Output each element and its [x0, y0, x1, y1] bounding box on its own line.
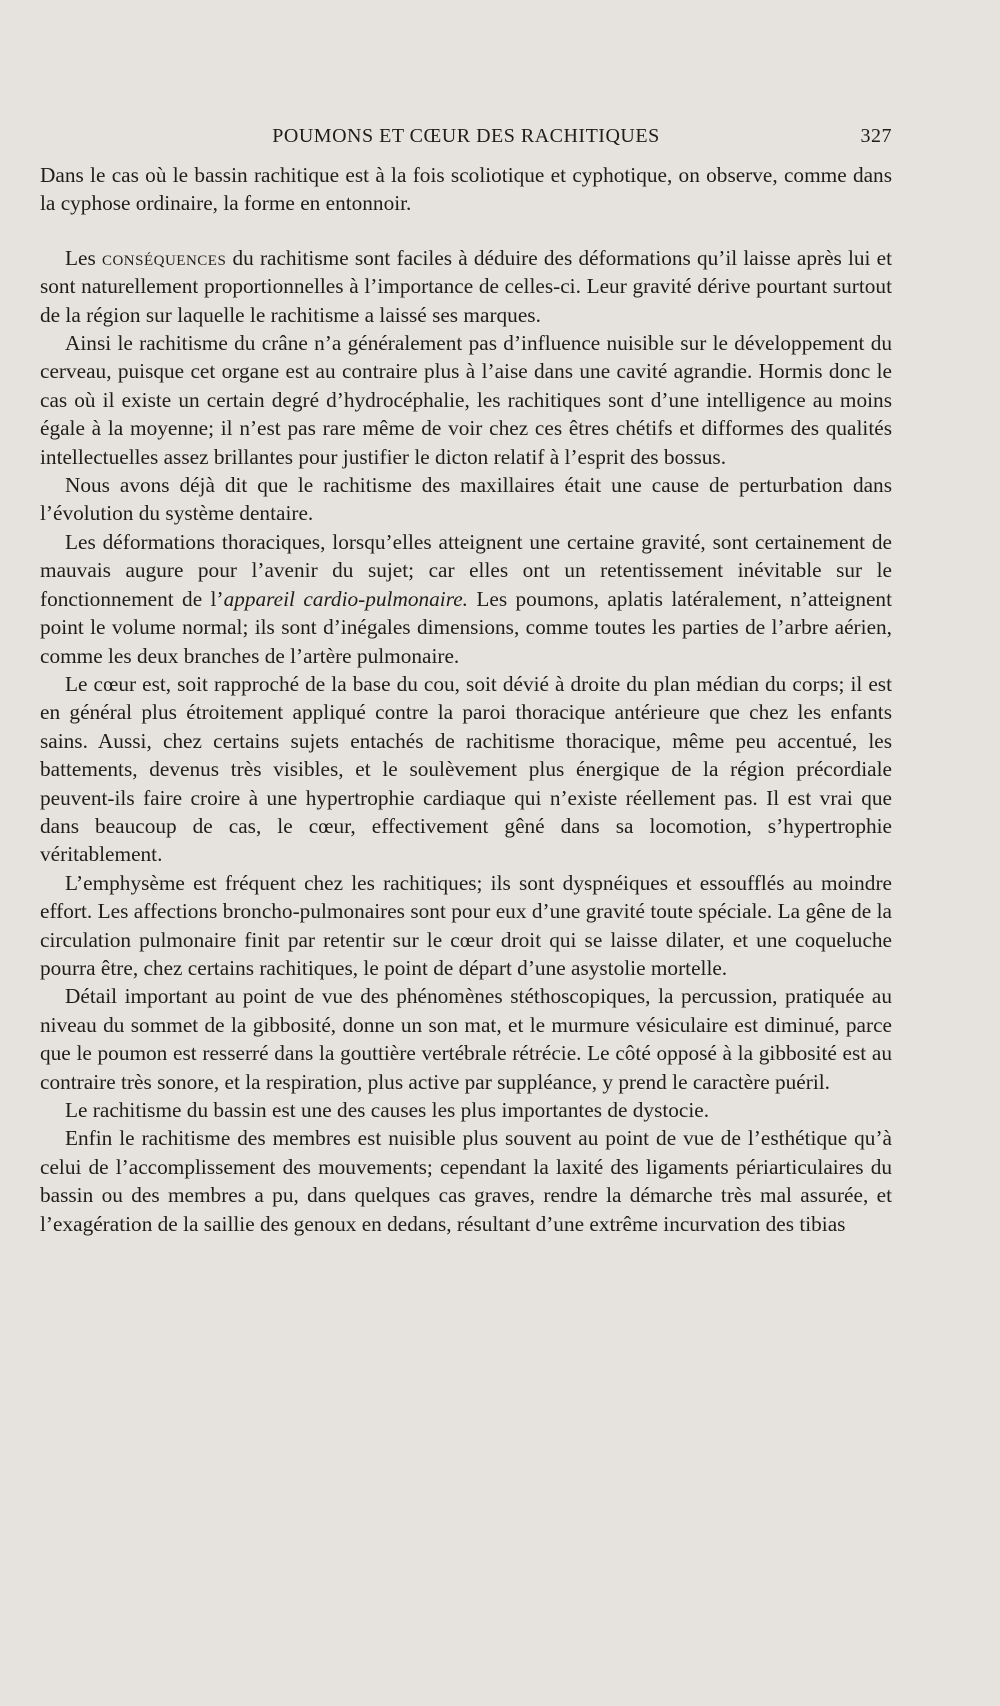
page-number: 327	[860, 125, 892, 147]
paragraph-8: Détail important au point de vue des phénomènes stéthoscopiques, la percussion, pratiquée au niveau du sommet de la gibbosité, donne un son mat, et le murmure vésiculaire est diminué, parce que le poumon est resserré dans la gouttière vertébrale rétrécie. Le côté opposé à la gibbosité est au contraire très sonore, et la respiration, plus active par suppléance, y prend le caractère puéril.	[40, 984, 892, 1094]
paragraph-5-start: Les déformations thoraciques, lorsqu’elles atteignent une certaine gravité, sont certainement de mauvais augure pour l’avenir du sujet; car elles ont un retentissement inévitable sur le fonctionnement de l’	[40, 529, 892, 611]
paragraph-2	[40, 244, 892, 329]
paragraph-2-smallcaps-term: conséquences	[101, 245, 227, 270]
paragraph-6: Le cœur est, soit rapproché de la base du cou, soit dévié à droite du plan médian du corps; il est en général plus étroitement appliqué contre la paroi thoracique antérieure que chez les enfants sains. Aussi, chez certains sujets entachés de rachitisme thoracique, même peu accentué, les battements, devenus très visibles, et le soulèvement plus énergique de la région précordiale peuvent-ils faire croire à une hypertrophie cardiaque qui n’existe réellement pas. Il est vrai que dans beaucoup de cas, le cœur, effectivement gêné dans sa locomotion, s’hypertrophie véritablement.	[40, 671, 892, 867]
paragraph-3: Ainsi le rachitisme du crâne n’a généralement pas d’influence nuisible sur le développement du cerveau, puisque cet organe est au contraire plus à l’aise dans une cavité agrandie. Hormis donc le cas où il existe un certain degré d’hydrocéphalie, les rachitiques sont d’une intelligence au moins égale à la moyenne; il n’est pas rare même de voir chez ces êtres chétifs et difformes des qualités intellectuelles assez brillantes pour justifier le dicton relatif à l’esprit des bossus.	[40, 331, 892, 469]
paragraph-10: Enfin le rachitisme des membres est nuisible plus souvent au point de vue de l’esthétique qu’à celui de l’accomplissement des mouvements; cependant la laxité des ligaments périarticulaires du bassin ou des membres a pu, dans quelques cas graves, rendre la démarche très mal assurée, et l’exagération de la saillie des genoux en dedans, résultant d’une extrême incurvation des tibias	[40, 1126, 892, 1236]
paragraph-5-rest: Les poumons, aplatis latéralement, n’atteignent point le volume normal; ils sont d’inégales dimensions, comme toutes les parties de l’arbre aérien, comme les deux branches de l’artère pulmonaire.	[40, 586, 893, 668]
running-head	[40, 125, 892, 151]
paragraph-2-start: Les	[65, 245, 102, 270]
paragraph-9: Le rachitisme du bassin est une des causes les plus importantes de dystocie.	[65, 1098, 710, 1122]
paragraph-2-rest: du rachitisme sont faciles à déduire des déformations qu’il laisse après lui et sont naturellement proportionnelles à l’importance de celles-ci. Leur gravité dérive pourtant surtout de la région sur laquelle le rachitisme a laissé ses marques.	[40, 245, 893, 327]
paragraph-7: L’emphysème est fréquent chez les rachitiques; ils sont dyspnéiques et essoufflés au moindre effort. Les affections broncho-pulmonaires sont pour eux d’une gravité toute spéciale. La gêne de la circulation pulmonaire finit par retentir sur le cœur droit qui se laisse dilater, et une coqueluche pourra être, chez certains rachitiques, le point de départ d’une asystolie mortelle.	[40, 870, 892, 980]
paragraph-5-italic-term: appareil cardio-pulmonaire.	[223, 586, 468, 611]
paragraph-1: Dans le cas où le bassin rachitique est à la fois scoliotique et cyphotique, on observe, comme dans la cyphose ordinaire, la forme en entonnoir.	[40, 163, 892, 216]
running-head-title: POUMONS ET CŒUR DES RACHITIQUES	[272, 125, 660, 147]
paragraph-5	[40, 528, 892, 670]
body-text	[40, 161, 892, 1238]
paragraph-4: Nous avons déjà dit que le rachitisme des maxillaires était une cause de perturbation dans l’évolution du système dentaire.	[40, 473, 892, 526]
